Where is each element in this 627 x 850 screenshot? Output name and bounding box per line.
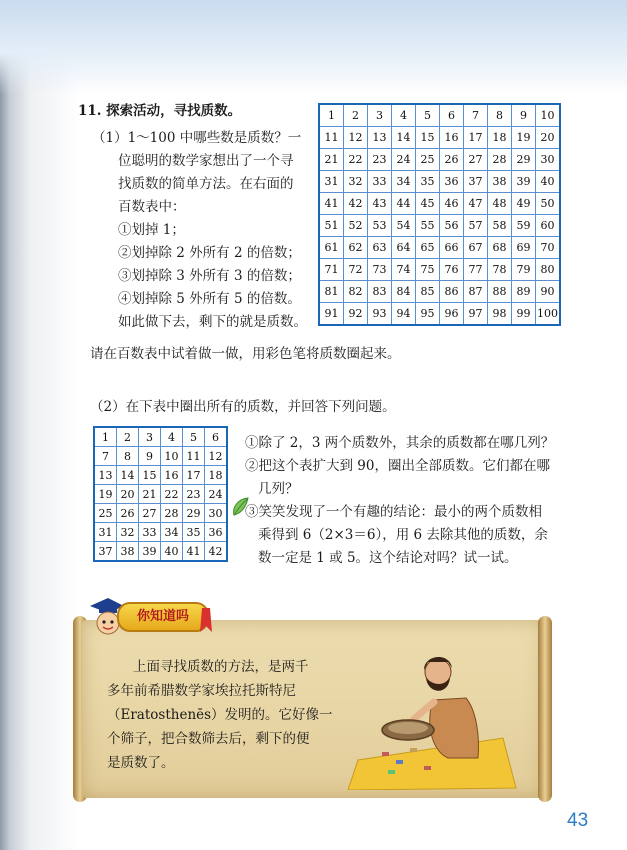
small-table-cell: 40 [161,542,183,562]
hundred-table-cell: 70 [536,237,561,259]
hundred-table-cell: 62 [344,237,368,259]
part1-line: 位聪明的数学家想出了一个寻 [118,153,294,169]
table-row [94,542,227,562]
table-row [319,193,560,215]
hundred-table-cell: 37 [464,171,488,193]
table-row [319,149,560,171]
table-row [319,237,560,259]
hundred-table-cell: 63 [368,237,392,259]
small-table-cell: 42 [205,542,228,562]
hundred-table-cell: 68 [488,237,512,259]
hundred-table-cell: 46 [440,193,464,215]
small-table-cell: 15 [139,466,161,485]
hundred-table-cell: 81 [319,281,344,303]
table-row [319,171,560,193]
hundred-table-cell: 7 [464,104,488,127]
small-table-cell: 10 [161,447,183,466]
question-line: 数一定是 1 或 5。这个结论对吗？试一试。 [258,550,518,566]
part2-questions [245,432,554,570]
hundred-table-cell: 86 [440,281,464,303]
small-table-cell: 21 [139,485,161,504]
hundred-table-cell: 84 [392,281,416,303]
hundred-table-cell: 56 [440,215,464,237]
story-line: 是质数了。 [107,755,175,771]
scroll-right-roll [538,616,552,802]
small-table-cell: 38 [117,542,139,562]
hundred-table-cell: 34 [392,171,416,193]
small-table-cell: 24 [205,485,228,504]
small-table-cell: 22 [161,485,183,504]
hundred-table [318,103,561,326]
story-line: 多年前希腊数学家埃拉托斯特尼 [107,683,296,699]
hundred-table-cell: 3 [368,104,392,127]
hundred-table-cell: 6 [440,104,464,127]
table-row [319,259,560,281]
hundred-table-cell: 36 [440,171,464,193]
hundred-table-cell: 60 [536,215,561,237]
hundred-table-cell: 83 [368,281,392,303]
hundred-table-cell: 59 [512,215,536,237]
small-table-cell: 8 [117,447,139,466]
hundred-table-cell: 11 [319,127,344,149]
hundred-table-cell: 82 [344,281,368,303]
small-table-cell: 29 [183,504,205,523]
small-table-cell: 32 [117,523,139,542]
hundred-table-cell: 8 [488,104,512,127]
hundred-table-cell: 72 [344,259,368,281]
hundred-table-cell: 9 [512,104,536,127]
hundred-table-cell: 21 [319,149,344,171]
small-table-cell: 3 [139,427,161,447]
table-row [94,466,227,485]
hundred-table-cell: 16 [440,127,464,149]
small-table-cell: 41 [183,542,205,562]
page-number: 43 [567,810,589,831]
hundred-table-cell: 17 [464,127,488,149]
small-table-cell: 33 [139,523,161,542]
small-table-cell: 26 [117,504,139,523]
small-table-cell: 5 [183,427,205,447]
hundred-table-cell: 96 [440,303,464,326]
hundred-table-cell: 40 [536,171,561,193]
hundred-table-cell: 53 [368,215,392,237]
hundred-table-cell: 66 [440,237,464,259]
hundred-table-cell: 5 [416,104,440,127]
hundred-table-cell: 92 [344,303,368,326]
table-row [94,504,227,523]
hundred-table-cell: 12 [344,127,368,149]
table-row [319,281,560,303]
small-table-cell: 12 [205,447,228,466]
hundred-table-cell: 38 [488,171,512,193]
part1-line: ①划掉 1； [118,222,185,238]
hundred-table-cell: 88 [488,281,512,303]
part1-line: 如此做下去，剩下的就是质数。 [118,314,307,330]
hundred-table-cell: 2 [344,104,368,127]
hundred-table-cell: 43 [368,193,392,215]
table-row [94,485,227,504]
small-table-cell: 31 [94,523,117,542]
hundred-table-cell: 33 [368,171,392,193]
hundred-table-cell: 95 [416,303,440,326]
small-table-cell: 19 [94,485,117,504]
small-table-cell: 16 [161,466,183,485]
hundred-table-cell: 54 [392,215,416,237]
small-table-cell: 18 [205,466,228,485]
eratosthenes-illustration [338,640,518,790]
small-table-cell: 20 [117,485,139,504]
small-table-cell: 30 [205,504,228,523]
hundred-table-cell: 61 [319,237,344,259]
part2-heading: （2）在下表中圈出所有的质数，并回答下列问题。 [90,399,396,415]
hundred-table-cell: 23 [368,149,392,171]
part1-line: ④划掉除 5 外所有 5 的倍数。 [118,291,301,307]
part1-line: 找质数的简单方法。在右面的 [118,176,294,192]
hundred-table-cell: 76 [440,259,464,281]
leaf-icon [230,495,252,519]
hundred-table-cell: 87 [464,281,488,303]
hundred-table-cell: 74 [392,259,416,281]
part1-line: ②划掉除 2 外所有 2 的倍数； [118,245,301,261]
question-line: 乘得到 6（2×3＝6），用 6 去除其他的质数，余 [258,527,548,543]
hundred-table-cell: 18 [488,127,512,149]
hundred-table-cell: 78 [488,259,512,281]
small-table-cell: 1 [94,427,117,447]
hundred-table-cell: 93 [368,303,392,326]
hundred-table-cell: 4 [392,104,416,127]
table-row [94,447,227,466]
hundred-table-cell: 42 [344,193,368,215]
hundred-table-cell: 100 [536,303,561,326]
part1-instruction: 请在百数表中试着做一做，用彩色笔将质数圈起来。 [90,346,401,362]
part1-line: （1）1～100 中哪些数是质数？一 [92,130,302,146]
hundred-table-cell: 27 [464,149,488,171]
small-table-cell: 37 [94,542,117,562]
hundred-table-cell: 29 [512,149,536,171]
hundred-table-cell: 50 [536,193,561,215]
hundred-table-cell: 89 [512,281,536,303]
small-table-cell: 14 [117,466,139,485]
hundred-table-cell: 64 [392,237,416,259]
small-table-cell: 17 [183,466,205,485]
hundred-table-cell: 39 [512,171,536,193]
hundred-table-cell: 30 [536,149,561,171]
hundred-table-cell: 1 [319,104,344,127]
hundred-table-cell: 98 [488,303,512,326]
hundred-table-cell: 22 [344,149,368,171]
hundred-table-cell: 13 [368,127,392,149]
small-table-cell: 36 [205,523,228,542]
story-line: 上面寻找质数的方法，是两千 [133,659,309,675]
table-row [319,303,560,326]
hundred-table-cell: 45 [416,193,440,215]
hundred-table-cell: 79 [512,259,536,281]
story-line: 个筛子，把合数筛去后，剩下的便 [107,731,310,747]
hundred-table-cell: 99 [512,303,536,326]
question-line: 几列？ [258,481,299,497]
small-table-cell: 27 [139,504,161,523]
hundred-table-cell: 26 [440,149,464,171]
hundred-table-cell: 69 [512,237,536,259]
small-table-cell: 6 [205,427,228,447]
did-you-know-text [107,655,333,775]
hundred-table-cell: 57 [464,215,488,237]
story-line: （Eratosthenēs）发明的。它好像一 [107,707,333,723]
part1-text [92,127,307,334]
question-line: ①除了 2，3 两个质数外，其余的质数都在哪几列？ [245,435,555,451]
hundred-table-cell: 73 [368,259,392,281]
hundred-table-cell: 14 [392,127,416,149]
small-table-cell: 7 [94,447,117,466]
part1-line: ③划掉除 3 外所有 3 的倍数； [118,268,301,284]
small-table-cell: 23 [183,485,205,504]
hundred-table-cell: 51 [319,215,344,237]
hundred-table-cell: 25 [416,149,440,171]
table-row [94,427,227,447]
hundred-table-cell: 52 [344,215,368,237]
small-table-cell: 34 [161,523,183,542]
small-table-cell: 25 [94,504,117,523]
small-table-cell: 4 [161,427,183,447]
hundred-table-cell: 65 [416,237,440,259]
small-table-cell: 9 [139,447,161,466]
hundred-table-cell: 55 [416,215,440,237]
hundred-table-cell: 24 [392,149,416,171]
hundred-table-cell: 41 [319,193,344,215]
problem-title: 11. 探索活动，寻找质数。 [78,103,242,119]
did-you-know-badge: 你知道吗 [117,602,209,632]
hundred-table-cell: 71 [319,259,344,281]
table-row [319,127,560,149]
hundred-table-cell: 10 [536,104,561,127]
hundred-table-cell: 91 [319,303,344,326]
small-table-cell: 13 [94,466,117,485]
ribbon-icon [198,606,214,636]
hundred-table-cell: 32 [344,171,368,193]
question-line: ③笑笑发现了一个有趣的结论：最小的两个质数相 [245,504,542,520]
hundred-table-cell: 47 [464,193,488,215]
small-table-cell: 35 [183,523,205,542]
hundred-table-cell: 20 [536,127,561,149]
small-table-cell: 2 [117,427,139,447]
hundred-table-cell: 19 [512,127,536,149]
hundred-table-cell: 58 [488,215,512,237]
page-header-band [0,0,627,95]
hundred-table-cell: 35 [416,171,440,193]
part1-line: 百数表中： [118,199,186,215]
hundred-table-cell: 67 [464,237,488,259]
hundred-table-cell: 44 [392,193,416,215]
table-row [319,104,560,127]
hundred-table-cell: 90 [536,281,561,303]
small-number-table [93,426,228,562]
hundred-table-cell: 49 [512,193,536,215]
hundred-table-cell: 75 [416,259,440,281]
table-row [94,523,227,542]
hundred-table-cell: 77 [464,259,488,281]
hundred-table-cell: 28 [488,149,512,171]
small-table-cell: 28 [161,504,183,523]
hundred-table-cell: 94 [392,303,416,326]
small-table-cell: 11 [183,447,205,466]
hundred-table-cell: 85 [416,281,440,303]
hundred-table-cell: 80 [536,259,561,281]
small-table-cell: 39 [139,542,161,562]
hundred-table-cell: 31 [319,171,344,193]
table-row [319,215,560,237]
hundred-table-cell: 15 [416,127,440,149]
hundred-table-cell: 97 [464,303,488,326]
question-line: ②把这个表扩大到 90，圈出全部质数。它们都在哪 [245,458,550,474]
hundred-table-cell: 48 [488,193,512,215]
